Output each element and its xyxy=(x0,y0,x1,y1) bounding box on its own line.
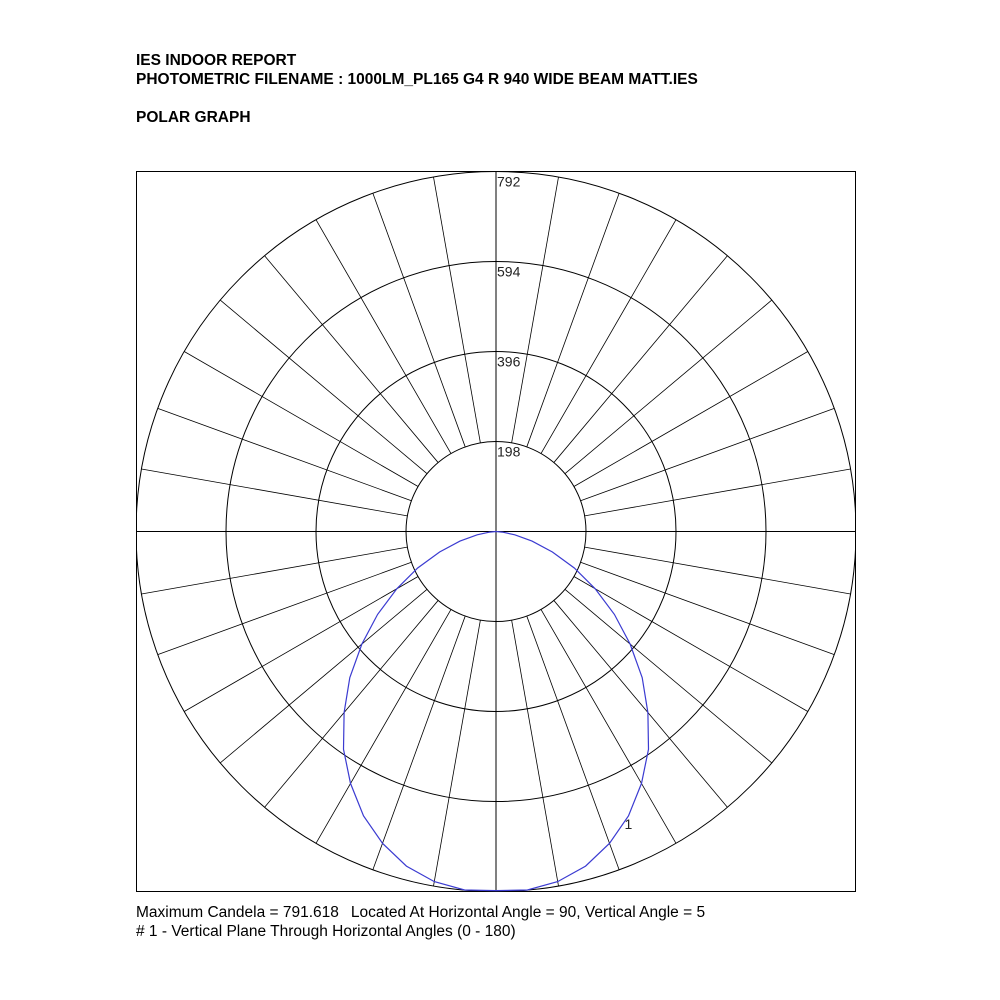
ring-label-792: 792 xyxy=(497,173,521,190)
spoke-260 xyxy=(141,469,407,516)
spoke-240 xyxy=(184,352,418,487)
ring-label-396: 396 xyxy=(497,353,521,370)
ring-label-594: 594 xyxy=(497,263,521,280)
legend-line: # 1 - Vertical Plane Through Horizontal Angles (0 - 180) xyxy=(136,923,516,940)
spoke-160 xyxy=(527,193,619,447)
spoke-10 xyxy=(512,620,559,886)
spoke-60 xyxy=(574,577,808,712)
ring-label-198: 198 xyxy=(497,443,521,460)
max-candela-location: Located At Horizontal Angle = 90, Vertical Angle = 5 xyxy=(350,904,706,921)
spoke-200 xyxy=(373,193,465,447)
spoke-210 xyxy=(316,220,451,454)
spoke-280 xyxy=(141,547,407,594)
max-candela-line xyxy=(136,903,705,922)
spoke-350 xyxy=(433,620,480,886)
photometric-filename: PHOTOMETRIC FILENAME : 1000LM_PL165 G4 R 940 WIDE BEAM MATT.IES xyxy=(136,71,698,88)
spoke-170 xyxy=(512,177,559,443)
graph-title: POLAR GRAPH xyxy=(136,109,251,126)
report-title: IES INDOOR REPORT xyxy=(136,52,297,69)
spoke-70 xyxy=(581,562,835,654)
spoke-190 xyxy=(433,177,480,443)
spoke-20 xyxy=(527,616,619,870)
series-label-1: 1 xyxy=(624,815,633,832)
spoke-290 xyxy=(158,562,412,654)
spoke-120 xyxy=(574,352,808,487)
spoke-150 xyxy=(541,220,676,454)
max-candela-text: Maximum Candela = 791.618 xyxy=(136,904,339,921)
spoke-110 xyxy=(581,408,835,500)
spoke-330 xyxy=(316,609,451,843)
spoke-340 xyxy=(373,616,465,870)
spoke-250 xyxy=(158,408,412,500)
spoke-300 xyxy=(184,577,418,712)
spoke-80 xyxy=(585,547,851,594)
spoke-100 xyxy=(585,469,851,516)
polar-graph xyxy=(136,171,856,892)
spoke-30 xyxy=(541,609,676,843)
